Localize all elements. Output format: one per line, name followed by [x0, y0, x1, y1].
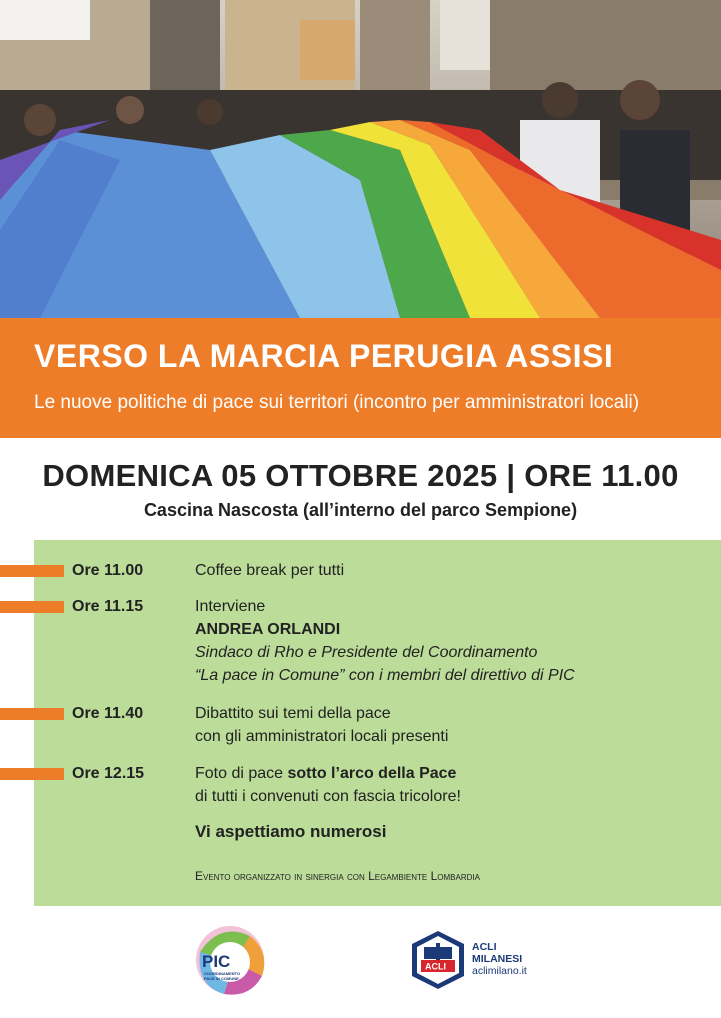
program-text: con gli amministratori locali presenti [195, 728, 449, 745]
acli-name-2: MILANESI [472, 953, 523, 965]
program-text-highlight: sotto l’arco della Pace [287, 765, 457, 782]
event-venue: Cascina Nascosta (all’interno del parco Sempione) [143, 500, 578, 520]
subtitle: Le nuove politiche di pace sui territori (incontro per amministratori locali) [34, 392, 640, 413]
title-banner [0, 318, 721, 438]
time-marker [0, 768, 64, 780]
speaker-role-continued: “La pace in Comune” con i membri del direttivo di PIC [195, 667, 575, 684]
speaker-name: ANDREA ORLANDI [195, 621, 341, 638]
program-text: Interviene [195, 598, 266, 615]
hero-photo [0, 0, 721, 318]
program-time: Ore 11.15 [72, 598, 144, 615]
pic-line2: PACE IN COMUNE [204, 976, 239, 981]
acli-wordmark [472, 941, 527, 977]
program-time: Ore 12.15 [72, 765, 145, 782]
acli-badge-text: ACLI [425, 961, 446, 972]
program-time: Ore 11.40 [72, 705, 144, 722]
pic-line1: COORDINAMENTO [204, 971, 241, 976]
time-marker [0, 601, 64, 613]
program-text-part: Foto di pace [195, 765, 288, 782]
program-text [195, 765, 456, 783]
acli-logo [408, 929, 468, 991]
time-marker [0, 565, 64, 577]
program-text: di tutti i convenuti con fascia tricolore! [195, 788, 461, 805]
time-marker [0, 708, 64, 720]
speaker-role: Sindaco di Rho e Presidente del Coordinamento [195, 644, 538, 661]
pic-logo [190, 922, 270, 998]
closing-message: Vi aspettiamo numerosi [195, 822, 387, 841]
acli-name-1: ACLI [472, 941, 497, 953]
program-text: Coffee break per tutti [195, 562, 345, 579]
program-time: Ore 11.00 [72, 562, 144, 579]
program-panel [34, 540, 721, 906]
organizer-note: Evento organizzato in sinergia con Legambiente Lombardia [195, 869, 480, 883]
pic-abbr: PIC [202, 952, 231, 971]
main-title: VERSO LA MARCIA PERUGIA ASSISI [34, 338, 614, 374]
event-date-time: DOMENICA 05 OTTOBRE 2025 | ORE 11.00 [42, 458, 679, 493]
acli-website: aclimilano.it [472, 965, 527, 977]
program-text: Dibattito sui temi della pace [195, 705, 391, 722]
